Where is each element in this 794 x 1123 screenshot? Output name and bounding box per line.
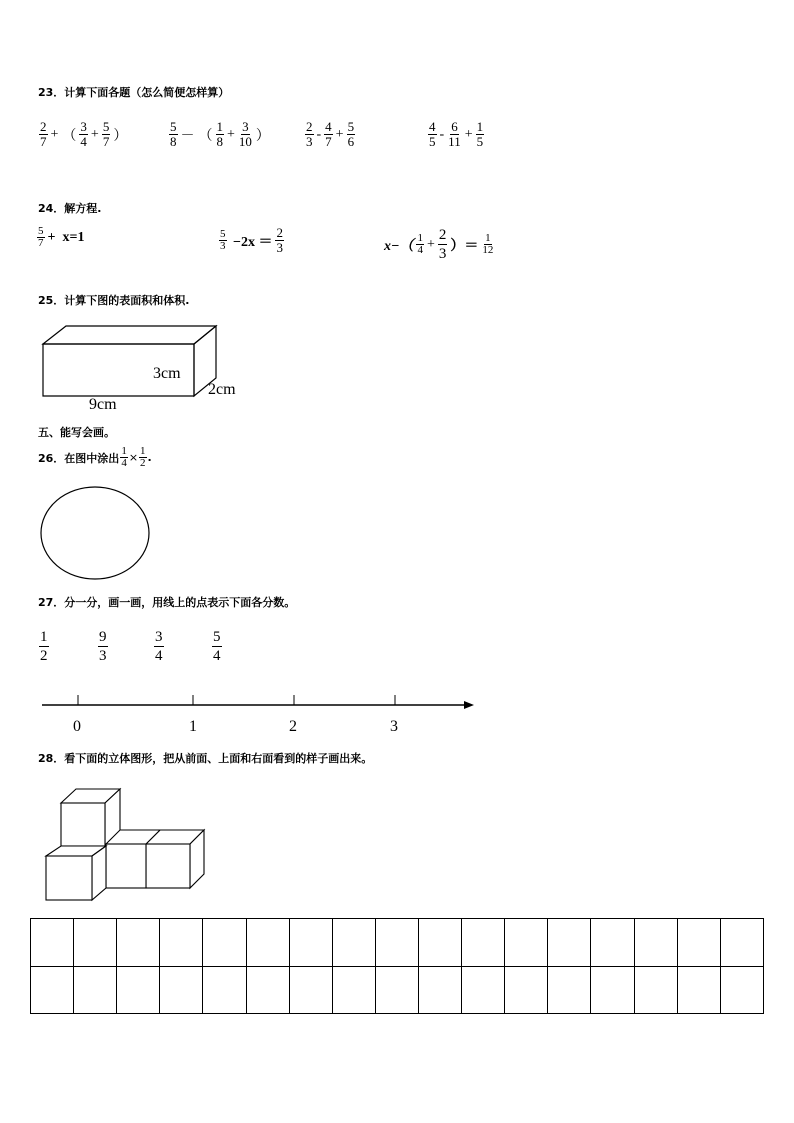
fraction: $\frac{2}{3}$: [306, 119, 313, 149]
q27-fraction-3: $\frac{3}{4}$: [155, 629, 163, 664]
grid-row: [31, 919, 764, 967]
depth-label: 2cm: [208, 381, 236, 398]
fraction: $\frac{1}{2}$: [140, 445, 146, 469]
fraction: $\frac{5}{6}$: [347, 119, 355, 149]
q23-expr-1: $\frac{2}{7}$ + （ $\frac{3}{4}$ + $\frac{5}{7}$ ）: [40, 119, 128, 149]
q23-expr-3: $\frac{2}{3}$ - $\frac{4}{7}$ + $\frac{5}{6}$: [306, 119, 355, 149]
fraction: $\frac{5}{3}$: [220, 228, 226, 252]
q26-title: 26．在图中涂出 $\frac{1}{4}$ × $\frac{1}{2}$ .: [38, 445, 152, 469]
height-label: 3cm: [153, 365, 181, 382]
circle-figure: [38, 484, 154, 584]
section-heading: 五、能写会画。: [38, 426, 115, 439]
fraction: $\frac{2}{3}$: [438, 227, 447, 262]
fraction: $\frac{2}{3}$: [276, 225, 283, 255]
q23-title: 23．计算下面各题（怎么简便怎样算）: [38, 86, 230, 99]
cuboid-figure: [36, 320, 226, 400]
q24-eq-2: $\frac{5}{3}$ −2x ＝ $\frac{2}{3}$: [220, 225, 283, 255]
length-label: 9cm: [89, 396, 117, 413]
tick-label: 0: [73, 718, 81, 735]
q23-expr-2: $\frac{5}{8}$ － （ $\frac{1}{8}$ + $\frac{3}{10}$ ）: [170, 119, 270, 149]
fraction: $\frac{1}{12}$: [482, 232, 494, 256]
fraction: $\frac{5}{7}$: [38, 225, 44, 249]
fraction: $\frac{6}{11}$: [448, 119, 461, 149]
q27-fraction-1: $\frac{1}{2}$: [40, 629, 48, 664]
q28-title: 28．看下面的立体图形，把从前面、上面和右面看到的样子画出来。: [38, 752, 373, 765]
q27-title: 27．分一分，画一画，用线上的点表示下面各分数。: [38, 596, 296, 609]
q24-eq-1: $\frac{5}{7}$ + x=1: [38, 225, 85, 249]
fraction: $\frac{1}{4}$: [121, 445, 127, 469]
fraction: $\frac{4}{7}$: [325, 119, 332, 149]
q23-expr-4: $\frac{4}{5}$ - $\frac{6}{11}$ + $\frac{1}{5}$: [429, 119, 484, 149]
tick-label: 2: [289, 718, 297, 735]
q27-fraction-2: $\frac{9}{3}$: [99, 629, 107, 664]
q24-eq-3: x−（ $\frac{1}{4}$ + $\frac{2}{3}$ ）＝ $\frac{1}{12}$: [384, 227, 494, 262]
q27-fraction-4: $\frac{5}{4}$: [213, 629, 221, 664]
grid-row: [31, 966, 764, 1014]
tick-label: 3: [390, 718, 398, 735]
fraction: $\frac{3}{4}$: [80, 119, 87, 149]
fraction: $\frac{5}{7}$: [102, 119, 110, 149]
fraction: $\frac{1}{5}$: [476, 119, 484, 149]
fraction: $\frac{2}{7}$: [40, 119, 47, 149]
number-line: [36, 690, 481, 714]
q24-title: 24．解方程.: [38, 202, 102, 215]
fraction: $\frac{3}{10}$: [238, 119, 252, 149]
tick-label: 1: [189, 718, 197, 735]
fraction: $\frac{5}{8}$: [170, 119, 177, 149]
answer-grid[interactable]: [30, 918, 764, 1014]
fraction: $\frac{1}{4}$: [417, 232, 423, 256]
cube-stack-figure: [40, 784, 210, 906]
q25-title: 25．计算下图的表面积和体积.: [38, 294, 190, 307]
fraction: $\frac{4}{5}$: [429, 119, 436, 149]
fraction: $\frac{1}{8}$: [216, 119, 223, 149]
